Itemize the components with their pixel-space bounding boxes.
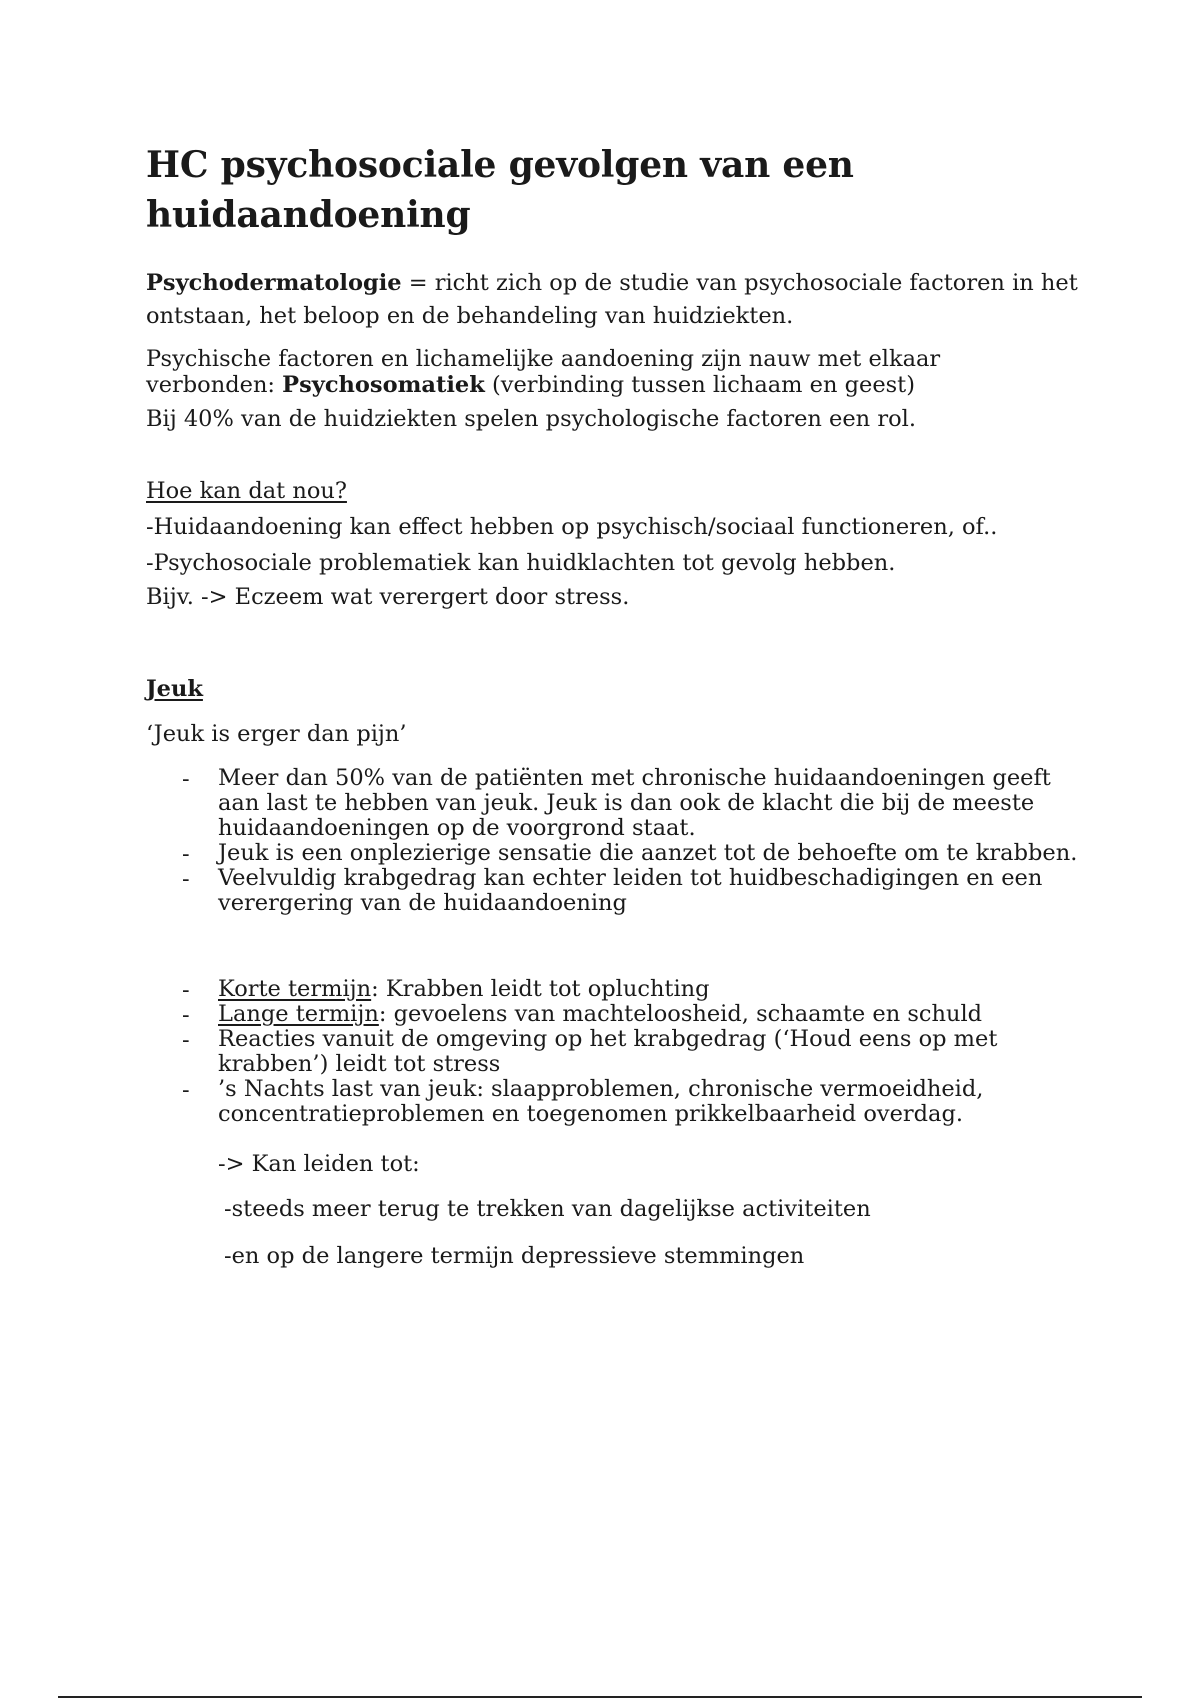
lange-termijn-text: : gevoelens van machteloosheid, schaamte en schuld xyxy=(378,1001,983,1027)
list-item-3-line-2: verergering van de huidaandoening xyxy=(218,890,627,916)
jeuk-quote: ‘Jeuk is erger dan pijn’ xyxy=(146,721,407,747)
list-item-1-line-1: Meer dan 50% van de patiënten met chronische huidaandoeningen geeft xyxy=(218,765,1051,791)
bullet-dash: - xyxy=(182,866,190,892)
page-title xyxy=(146,140,1086,240)
term-psychodermatologie: Psychodermatologie xyxy=(146,270,402,296)
footer-divider xyxy=(58,1696,1142,1698)
consequence-intro: -> Kan leiden tot: xyxy=(218,1151,420,1177)
korte-termijn-label: Korte termijn xyxy=(218,976,372,1002)
how-line-2: -Psychosociale problematiek kan huidklachten tot gevolg hebben. xyxy=(146,550,896,576)
title-line-2: huidaandoening xyxy=(146,194,471,236)
psych-line-2 xyxy=(146,372,915,398)
lange-termijn-label: Lange termijn xyxy=(218,1001,379,1027)
bullet-dash: - xyxy=(182,1077,190,1103)
korte-termijn-text: : Krabben leidt tot opluchting xyxy=(371,976,710,1002)
consequence-1: -steeds meer terug te trekken van dagelijkse activiteiten xyxy=(224,1196,871,1222)
definition-continuation: ontstaan, het beloop en de behandeling van huidziekten. xyxy=(146,303,794,329)
list-item-1-line-2: aan last te hebben van jeuk. Jeuk is dan ook de klacht die bij de meeste xyxy=(218,790,1035,816)
psych-suffix: (verbinding tussen lichaam en geest) xyxy=(484,372,916,398)
list2-nachts-line-1: ’s Nachts last van jeuk: slaapproblemen, chronische vermoeidheid, xyxy=(218,1076,984,1102)
list-item-3-line-1: Veelvuldig krabgedrag kan echter leiden tot huidbeschadigingen en een xyxy=(218,865,1043,891)
bullet-dash: - xyxy=(182,1002,190,1028)
bullet-dash: - xyxy=(182,1027,190,1053)
how-heading: Hoe kan dat nou? xyxy=(146,478,347,504)
definition-paragraph xyxy=(146,270,1078,296)
psych-line-1: Psychische factoren en lichamelijke aandoening zijn nauw met elkaar xyxy=(146,346,941,372)
bullet-dash: - xyxy=(182,766,190,792)
list-item-1-line-3: huidaandoeningen op de voorgrond staat. xyxy=(218,815,696,841)
consequence-2: -en op de langere termijn depressieve stemmingen xyxy=(224,1243,805,1269)
how-line-1: -Huidaandoening kan effect hebben op psychisch/sociaal functioneren, of.. xyxy=(146,514,998,540)
title-line-1: HC psychosociale gevolgen van een xyxy=(146,144,854,186)
stat-line: Bij 40% van de huidziekten spelen psychologische factoren een rol. xyxy=(146,406,916,432)
how-line-3: Bijv. -> Eczeem wat verergert door stress. xyxy=(146,584,630,610)
bullet-dash: - xyxy=(182,841,190,867)
list2-nachts-line-2: concentratieproblemen en toegenomen prikkelbaarheid overdag. xyxy=(218,1101,964,1127)
definition-text: = richt zich op de studie van psychosociale factoren in het xyxy=(401,270,1078,296)
term-psychosomatiek: Psychosomatiek xyxy=(282,372,485,398)
psych-prefix: verbonden: xyxy=(146,372,283,398)
bullet-dash: - xyxy=(182,977,190,1003)
list2-reacties-line-1: Reacties vanuit de omgeving op het krabgedrag (‘Houd eens op met xyxy=(218,1026,998,1052)
list2-korte-termijn xyxy=(218,977,710,1002)
list-item-2-line-1: Jeuk is een onplezierige sensatie die aanzet tot de behoefte om te krabben. xyxy=(218,840,1078,866)
list2-reacties-line-2: krabben’) leidt tot stress xyxy=(218,1051,501,1077)
list2-lange-termijn xyxy=(218,1002,982,1027)
jeuk-heading: Jeuk xyxy=(146,676,203,702)
